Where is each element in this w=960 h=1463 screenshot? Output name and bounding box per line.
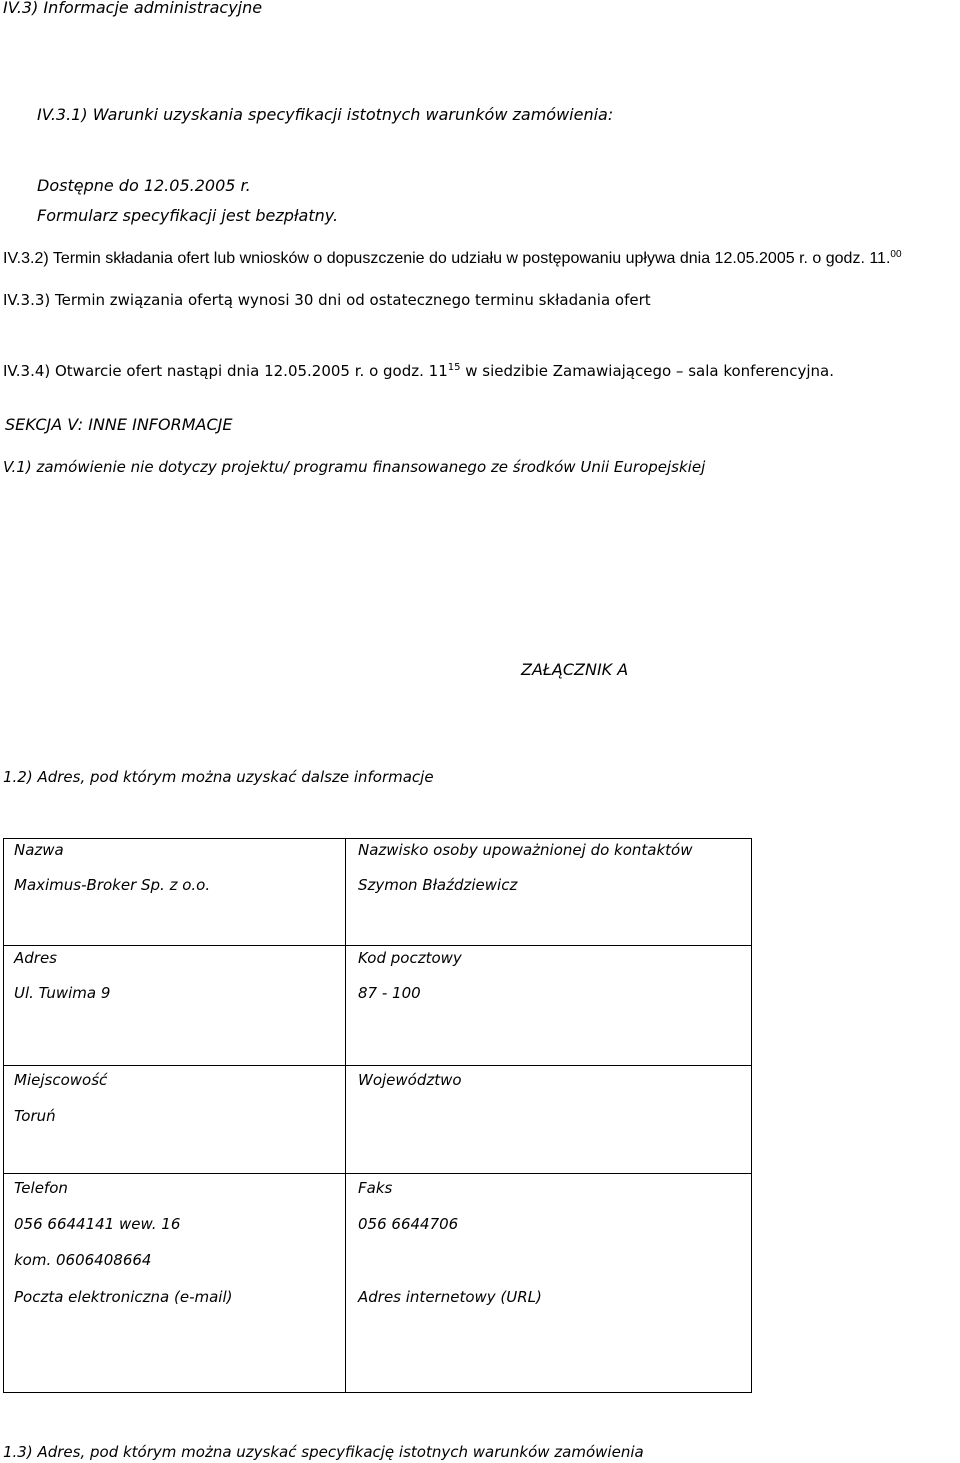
row-divider <box>3 1065 752 1066</box>
iv31-free: Formularz specyfikacji jest bezpłatny. <box>37 206 339 225</box>
telefon-value: 056 6644141 wew. 16 <box>14 1215 181 1233</box>
miejscowosc-label: Miejscowość <box>14 1071 108 1089</box>
row-divider <box>3 1173 752 1174</box>
osoba-value: Szymon Błaździewicz <box>358 876 518 894</box>
telefon-mobile-value: kom. 0606408664 <box>14 1251 152 1269</box>
kod-value: 87 - 100 <box>358 984 421 1002</box>
osoba-label: Nazwisko osoby upoważnionej do kontaktów <box>358 841 693 859</box>
adres-label: Adres <box>14 949 57 967</box>
telefon-label: Telefon <box>14 1179 68 1197</box>
column-divider <box>345 838 346 1393</box>
iv34-pre: IV.3.4) Otwarcie ofert nastąpi dnia 12.05.2005 r. o godz. 11 <box>3 362 448 380</box>
section-iv3-title: IV.3) Informacje administracyjne <box>3 0 263 17</box>
faks-value: 056 6644706 <box>358 1215 459 1233</box>
v1-text: V.1) zamówienie nie dotyczy projektu/ programu finansowanego ze środków Unii Europejskiej <box>3 458 706 476</box>
zalacznik-heading: ZAŁĄCZNIK A <box>521 660 629 679</box>
wojewodztwo-label: Województwo <box>358 1071 462 1089</box>
s13-heading: 1.3) Adres, pod którym można uzyskać specyfikację istotnych warunków zamówienia <box>3 1443 644 1461</box>
row-divider <box>3 945 752 946</box>
iv32-line <box>3 250 902 267</box>
iv34-post: w siedzibie Zamawiającego – sala konferencyjna. <box>460 362 835 380</box>
miejscowosc-value: Toruń <box>14 1107 56 1125</box>
iv33-line: IV.3.3) Termin związania ofertą wynosi 30 dni od ostatecznego terminu składania ofert <box>3 291 651 309</box>
url-label: Adres internetowy (URL) <box>358 1288 542 1306</box>
iv32-sup: 00 <box>890 249 902 260</box>
table-border <box>3 838 752 1393</box>
adres-value: Ul. Tuwima 9 <box>14 984 111 1002</box>
iv31-available: Dostępne do 12.05.2005 r. <box>37 176 251 195</box>
nazwa-label: Nazwa <box>14 841 64 859</box>
faks-label: Faks <box>358 1179 393 1197</box>
sekcja-v-heading: SEKCJA V: INNE INFORMACJE <box>5 415 233 434</box>
iv34-line <box>3 363 834 379</box>
nazwa-value: Maximus-Broker Sp. z o.o. <box>14 876 211 894</box>
s12-heading: 1.2) Adres, pod którym można uzyskać dalsze informacje <box>3 768 434 786</box>
iv32-text: IV.3.2) Termin składania ofert lub wniosków o dopuszczenie do udziału w postępowaniu upływa dnia 12.05.2005 r. o godz. 11. <box>3 250 891 267</box>
iv34-sup: 15 <box>447 362 461 373</box>
iv31-heading: IV.3.1) Warunki uzyskania specyfikacji istotnych warunków zamówienia: <box>37 105 614 124</box>
kod-label: Kod pocztowy <box>358 949 462 967</box>
email-label: Poczta elektroniczna (e-mail) <box>14 1288 233 1306</box>
